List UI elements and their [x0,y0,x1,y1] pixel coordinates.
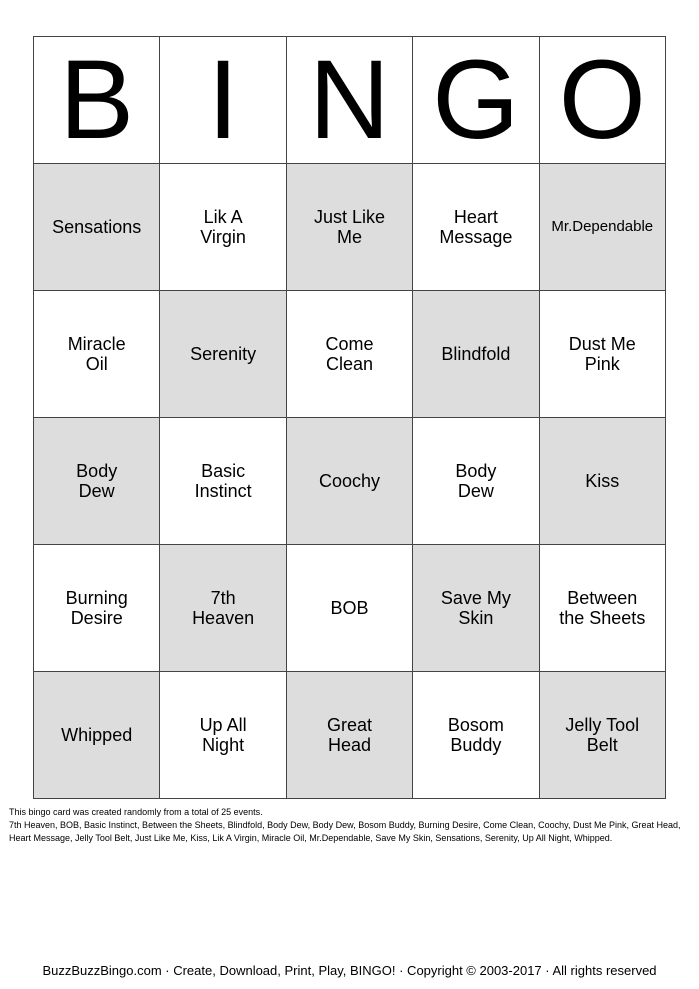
header-letter-n: N [286,37,412,164]
bingo-cell-text: Blindfold [441,344,511,364]
bingo-cell-text: Mr.Dependable [551,218,654,235]
bingo-cell [413,164,539,291]
bingo-cell [34,418,160,545]
bingo-cell [286,545,412,672]
bingo-cell [286,164,412,291]
bingo-cell [413,418,539,545]
bingo-cell-text: Come Clean [325,334,374,374]
bingo-cell-text: Just Like Me [313,207,385,247]
bingo-cell [160,418,286,545]
bingo-cell-text: Bosom Buddy [447,715,504,755]
bingo-cell-text: Serenity [190,344,257,364]
bingo-cell [34,164,160,291]
bingo-cell-text: Body Dew [455,461,497,501]
bingo-cell-text: Jelly Tool Belt [565,715,640,755]
bingo-row [34,291,666,418]
bingo-cell [539,164,665,291]
bingo-cell [160,291,286,418]
bingo-cell-text: Between the Sheets [559,588,646,628]
bingo-row [34,418,666,545]
event-list-footnote [9,806,691,845]
bingo-cell [539,672,665,799]
bingo-cell-text: BOB [330,598,369,618]
bingo-cell-text: 7th Heaven [192,588,255,628]
bingo-cell-text: Heart Message [439,207,513,247]
bingo-cell [34,672,160,799]
bingo-cell-text: Up All Night [199,715,247,755]
bingo-cell [286,672,412,799]
header-letter-o: O [539,37,665,164]
bingo-cell [539,418,665,545]
bingo-cell-text: Great Head [326,715,372,755]
bingo-cell-text: Lik A Virgin [200,207,246,247]
footnote-summary: This bingo card was created randomly from a total of 25 events. [9,807,263,817]
bingo-header-row [34,37,666,164]
bingo-cell-text: Burning Desire [65,588,128,628]
bingo-cell-text: Save My Skin [440,588,511,628]
bingo-cell [539,291,665,418]
bingo-card [33,36,666,799]
bingo-cell-text: Whipped [61,725,133,745]
bingo-cell [160,672,286,799]
bingo-cell [160,545,286,672]
bingo-row [34,545,666,672]
bingo-row [34,164,666,291]
header-letter-i: I [160,37,286,164]
bingo-cell [286,291,412,418]
copyright-footer: BuzzBuzzBingo.com · Create, Download, Print, Play, BINGO! · Copyright © 2003-2017 · All rights reserved [42,963,657,978]
header-letter-b: B [34,37,160,164]
bingo-cell [413,291,539,418]
bingo-cell-text: Body Dew [76,461,118,501]
bingo-cell [413,672,539,799]
bingo-cell-text: Coochy [318,471,380,491]
header-letter-g: G [413,37,539,164]
bingo-cell [34,291,160,418]
bingo-cell-text: Sensations [52,217,142,237]
bingo-cell-text: Basic Instinct [194,461,252,501]
bingo-cell [413,545,539,672]
bingo-cell-text: Kiss [585,471,620,491]
bingo-cell [34,545,160,672]
bingo-cell [539,545,665,672]
bingo-row [34,672,666,799]
bingo-cell [160,164,286,291]
bingo-cell-text: Miracle Oil [67,334,126,374]
footnote-event-list: 7th Heaven, BOB, Basic Instinct, Between the Sheets, Blindfold, Body Dew, Body Dew, Bosom Buddy, Burning Desire, Come Clean, Coochy, Dust Me Pink, Great Head, Heart Message, Jelly Tool Belt, Just Like Me, Kiss, Lik A Virgin, Miracle Oil, Mr.Dependable, Save My Skin, Sensations, Serenity, Up All Night, Whipped. [9,820,681,843]
bingo-cell [286,418,412,545]
bingo-cell-text: Dust Me Pink [568,334,636,374]
